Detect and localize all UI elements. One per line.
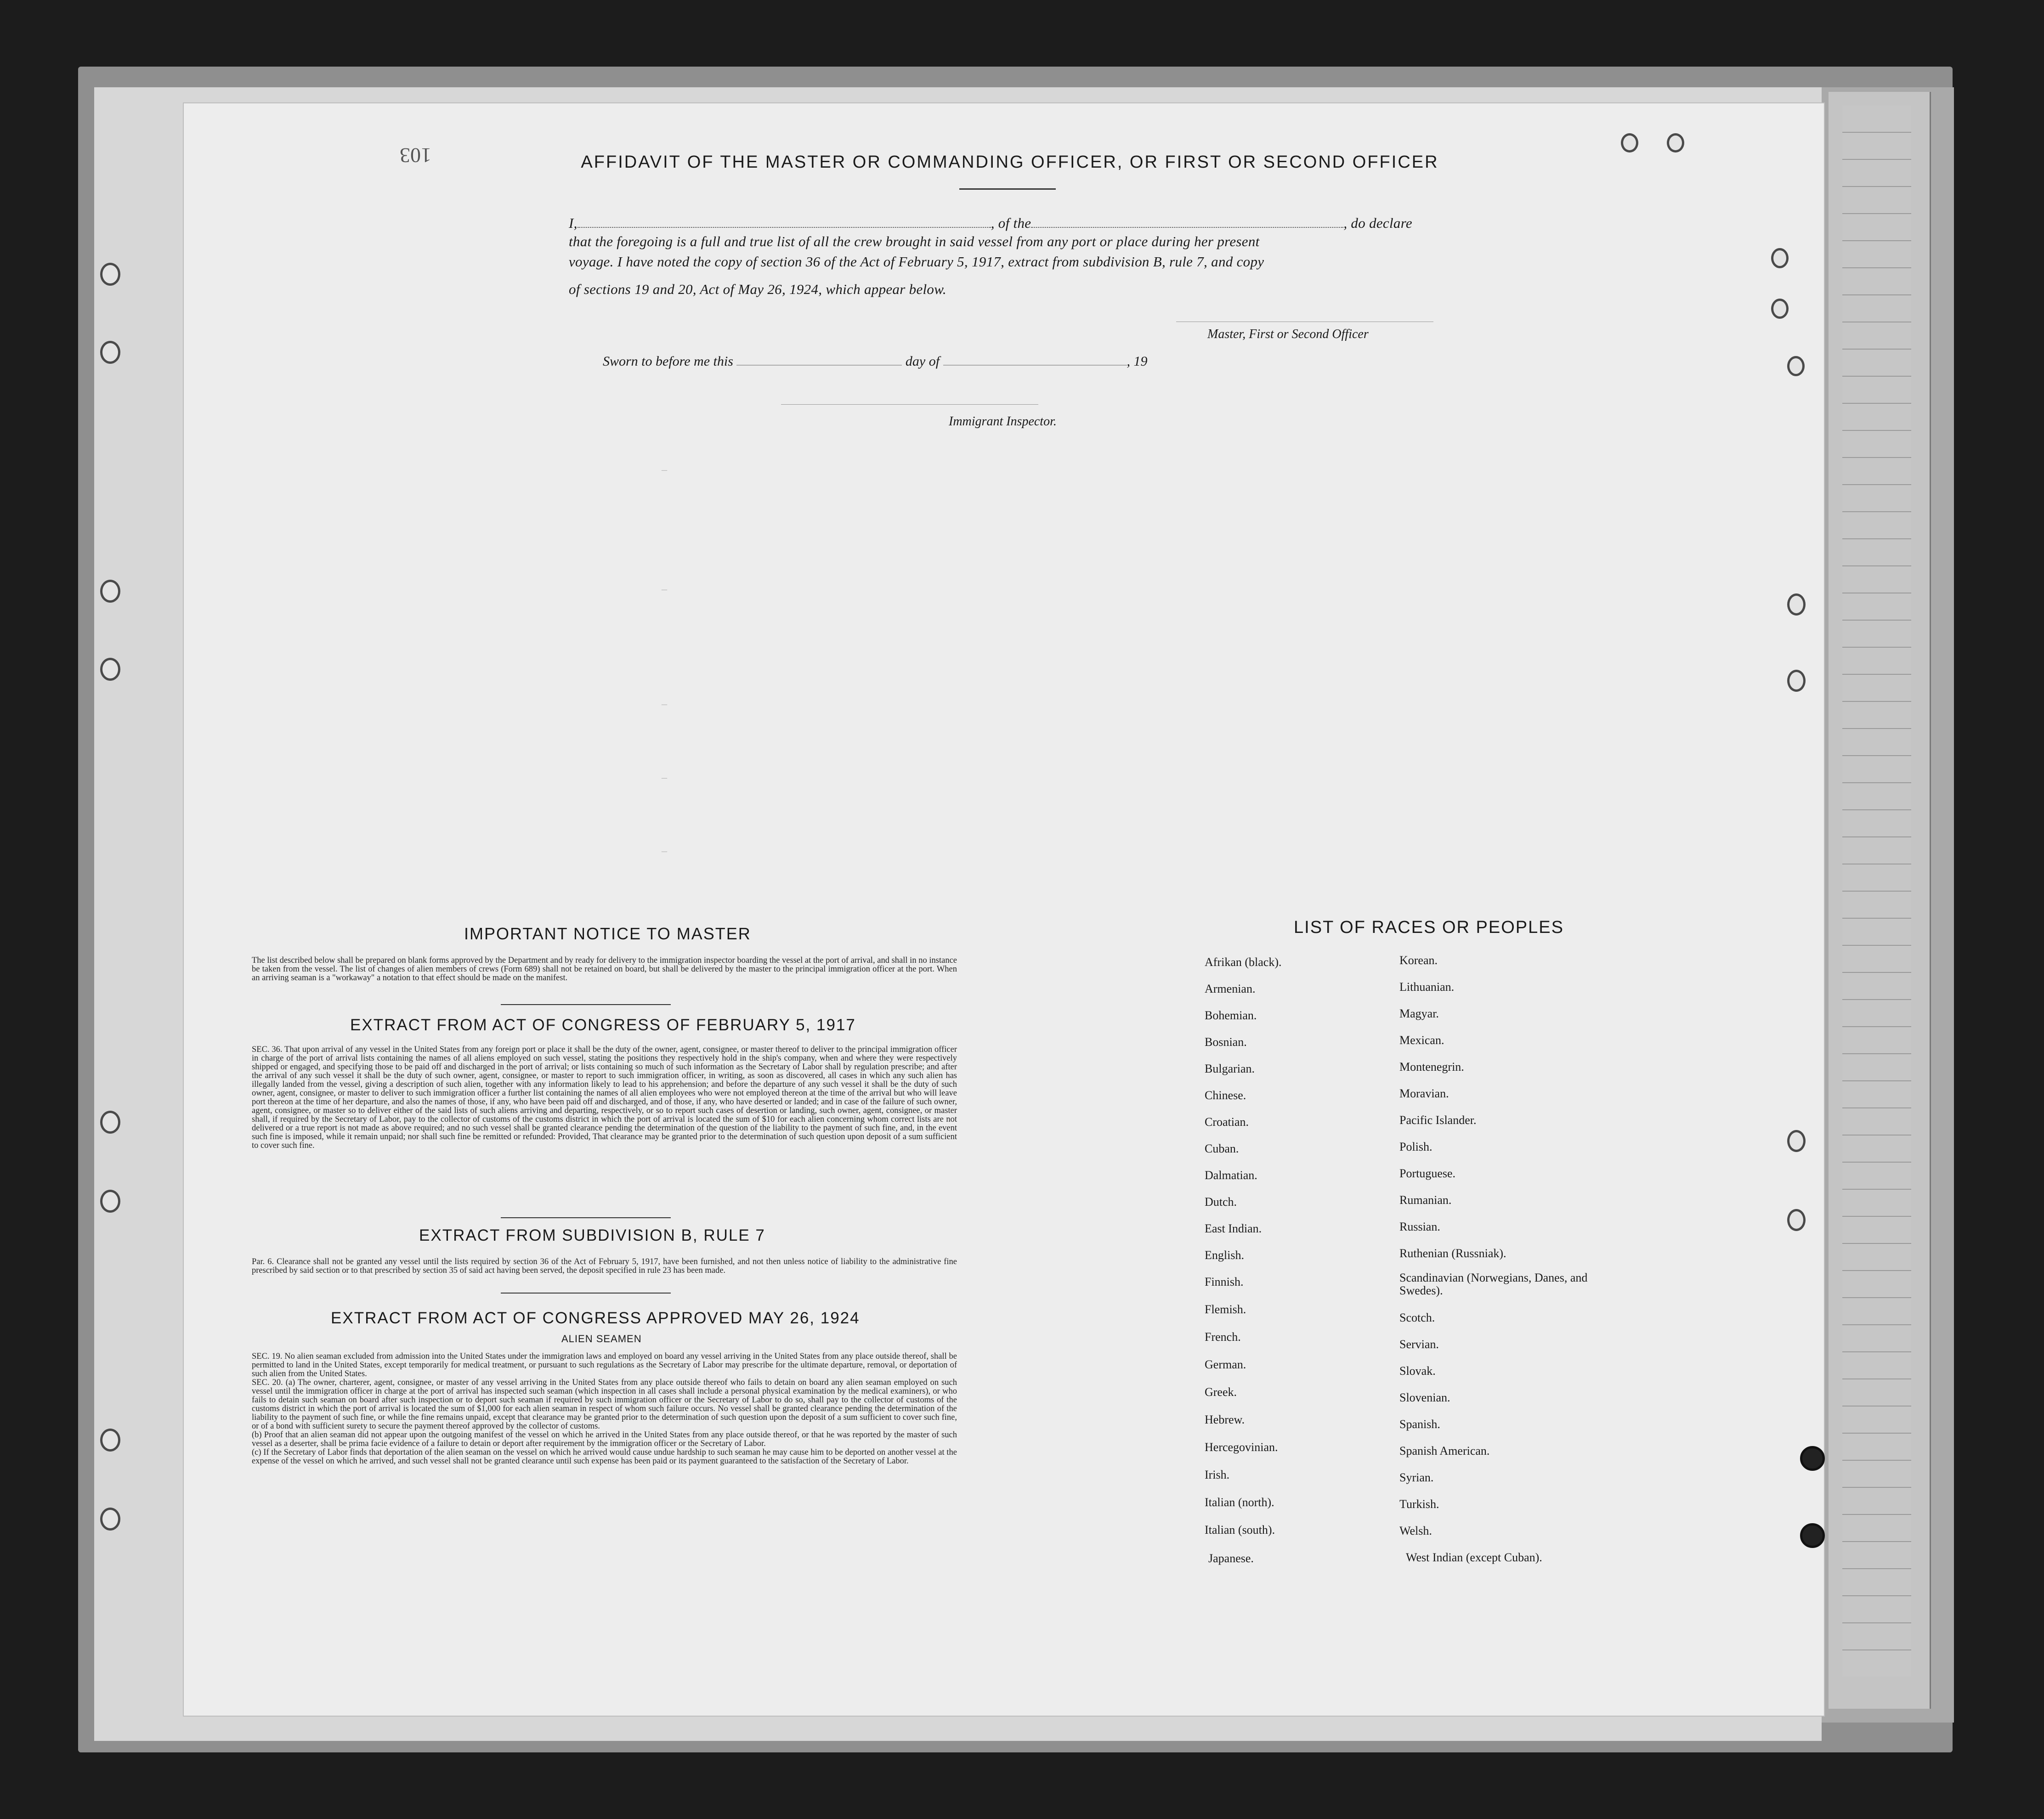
races-title: LIST OF RACES OR PEOPLES [1294, 918, 1564, 937]
race-item: West Indian (except Cuban). [1406, 1551, 1542, 1564]
vessel-blank [1031, 227, 1343, 228]
binder-hole-icon [100, 1190, 120, 1213]
binder-hole-icon [1787, 1130, 1806, 1152]
race-item: Servian. [1399, 1338, 1439, 1351]
extract-1917-title: EXTRACT FROM ACT OF CONGRESS OF FEBRUARY 5, 1917 [350, 1016, 856, 1034]
race-item: Armenian. [1205, 982, 1256, 995]
race-item: Chinese. [1205, 1089, 1246, 1102]
race-item: Bulgarian. [1205, 1062, 1255, 1075]
race-item: Cuban. [1205, 1142, 1239, 1155]
year-label: , 19 [1127, 354, 1148, 369]
race-item: Slovak. [1399, 1364, 1436, 1378]
sec19-text: SEC. 19. No alien seaman excluded from admission into the United States under the immigration laws and employed on board any vessel arriving in the United States from any place outside thereof, shall be permitted to land in the United States, except temporarily for medical treatment, or pursuant to such regulations as the Secretary of Labor may prescribe for the ultimate departure, removal, or deportation of such alien from the United States. [252, 1352, 957, 1378]
affidavit-title: AFFIDAVIT OF THE MASTER OR COMMANDING OFFICER, OR FIRST OR SECOND OFFICER [581, 153, 1439, 172]
affidavit-line-4: of sections 19 and 20, Act of May 26, 1924, which appear below. [569, 281, 946, 297]
binder-hole-icon [100, 341, 120, 364]
affidavit-of-the: , of the [991, 215, 1031, 231]
binder-hole-icon [1771, 248, 1789, 268]
race-item: Moravian. [1399, 1087, 1449, 1100]
race-item: German. [1205, 1358, 1246, 1371]
race-item: Irish. [1205, 1468, 1230, 1481]
race-item: English. [1205, 1248, 1244, 1262]
race-item: Lithuanian. [1399, 980, 1455, 994]
race-item: Welsh. [1399, 1524, 1432, 1537]
signature-label: Master, First or Second Officer [1207, 327, 1369, 341]
bleed-through-mark: – [662, 698, 667, 710]
binder-hole-icon [1787, 1209, 1806, 1231]
race-item: Montenegrin. [1399, 1060, 1464, 1073]
bleed-through-mark: – [662, 845, 667, 857]
race-item: Turkish. [1399, 1497, 1439, 1511]
punched-hole-icon [1800, 1446, 1825, 1471]
race-item: Polish. [1399, 1140, 1432, 1153]
race-item: Russian. [1399, 1220, 1440, 1233]
extract-1917-body: SEC. 36. That upon arrival of any vessel in the United States from any foreign port or place it shall be the duty of the owner, agent, consignee, or master thereof to deliver to the principal immigration officer in charge of the port of arrival lists containing the names of all aliens employed on such vessel, stating the positions they respectively hold in the ship's company, when and where they were respectively shipped or engaged, and specifying those to be paid off and discharged in the port of arrival; or lists containing so much of such information as the Secretary of Labor shall by regulation prescribe; and after the arrival of any such vessel it shall be the duty of such owner, agent, consignee, or master to report to such immigration officer, in writing, as soon as discovered, all cases in which any such alien has illegally landed from the vessel, giving a description of such alien, together with any information likely to lead to his apprehension; and before the departure of any such vessel it shall be the duty of such owner, agent, consignee, or master to deliver to such immigration officer a further list containing the names of all alien employees who were not employed thereon at the time of the arrival but who will leave port thereon at the time of her departure, and also the names of those, if any, who have been paid off and discharged, and of those, if any, who have deserted or landed; and in case of the failure of such owner, agent, consignee, or master so to deliver either of the said lists of such aliens arriving and departing, respectively, or so to report such cases of desertion or landing, such owner, agent, consignee, or master shall, if required by the Secretary of Labor, pay to the collector of customs of the customs district in which the port of arrival is located the sum of $10 for each alien concerning whom correct lists are not delivered or a true report is not made as above required; and no such vessel shall be granted clearance pending the determination of the question of the liability to the payment of such fine, and, in the event such fine is imposed, while it remain unpaid; nor shall such fine be remitted or refunded: Provided, That clearance may be granted prior to the determination of such question upon deposit of a sum sufficient to cover such fine. [252, 1045, 957, 1150]
affidavit-line-1 [569, 215, 1469, 232]
sec20c-text: (c) If the Secretary of Labor finds that deportation of the alien seaman on the vessel on which he arrived would cause undue hardship to such seaman he may cause him to be deported on another vessel at the expense of the vessel on which he arrived, and such vessel shall not be granted clearance until such expense has been paid or its payment guaranteed to the satisfaction of the Secretary of Labor. [252, 1448, 957, 1466]
binder-hole-icon [100, 1508, 120, 1531]
race-item: Japanese. [1208, 1552, 1254, 1565]
race-item: East Indian. [1205, 1222, 1262, 1235]
race-item: Afrikan (black). [1205, 955, 1282, 969]
race-item: Italian (south). [1205, 1523, 1275, 1537]
title-rule [959, 188, 1056, 190]
binder-hole-icon [100, 1429, 120, 1452]
binder-hole-icon [1621, 133, 1638, 153]
binder-hole-icon [1787, 356, 1805, 376]
race-item: Greek. [1205, 1385, 1237, 1399]
notice-body: The list described below shall be prepared on blank forms approved by the Department and by ready for delivery to the immigration inspector boarding the vessel at the port of arrival, and shall in no instance be taken from the vessel. The list of changes of alien members of crews (Form 689) shall not be retained on board, but shall be delivered by the master to the principal immigration officer at the port. When an arriving seaman is a "workaway" a notation to that effect should be made on the manifest. [252, 956, 957, 983]
rule7-title: EXTRACT FROM SUBDIVISION B, RULE 7 [419, 1226, 765, 1244]
affidavit-line-3: voyage. I have noted the copy of section 36 of the Act of February 5, 1917, extract from subdivision B, rule 7, and copy [569, 254, 1264, 270]
binder-hole-icon [1771, 299, 1789, 319]
sworn-line [603, 354, 1148, 369]
affidavit-do-declare: , do declare [1343, 215, 1412, 231]
race-item: Italian (north). [1205, 1496, 1274, 1509]
binder-hole-icon [100, 1111, 120, 1134]
affidavit-line-2: that the foregoing is a full and true list of all the crew brought in said vessel from any port or place during her present [569, 233, 1260, 249]
manifest-sheet [184, 103, 1824, 1716]
race-item: Scotch. [1399, 1311, 1435, 1324]
race-item: Pacific Islander. [1399, 1113, 1477, 1127]
affidavit-i: I, [569, 215, 578, 231]
binder-hole-icon [1787, 670, 1806, 692]
bleed-through-mark: – [662, 583, 667, 595]
race-item: Slovenian. [1399, 1391, 1450, 1404]
bleed-through-mark: – [662, 464, 667, 476]
binder-hole-icon [1787, 593, 1806, 616]
race-item: Magyar. [1399, 1007, 1439, 1020]
binder-hole-icon [1667, 133, 1684, 153]
page-number-mark: 103 [400, 144, 431, 167]
race-item: Dutch. [1205, 1195, 1237, 1209]
race-item: Croatian. [1205, 1115, 1249, 1129]
rule7-rule [501, 1293, 671, 1294]
binder-hole-icon [100, 580, 120, 603]
day-of-label: day of [905, 354, 940, 369]
race-item: Spanish American. [1399, 1444, 1490, 1457]
extract-1924-body [252, 1352, 957, 1466]
race-item: Mexican. [1399, 1034, 1444, 1047]
extract-1924-title: EXTRACT FROM ACT OF CONGRESS APPROVED MAY 26, 1924 [331, 1309, 860, 1327]
race-item: Portuguese. [1399, 1167, 1456, 1180]
race-item: Hercegovinian. [1205, 1441, 1278, 1454]
race-item: Flemish. [1205, 1303, 1246, 1316]
race-item: Spanish. [1399, 1418, 1440, 1431]
sworn-prefix: Sworn to before me this [603, 354, 733, 369]
race-item: Bosnian. [1205, 1035, 1247, 1049]
bleed-through-mark: – [662, 772, 667, 784]
day-blank [736, 365, 902, 366]
inspector-label: Immigrant Inspector. [949, 414, 1057, 429]
notice-title: IMPORTANT NOTICE TO MASTER [464, 924, 751, 943]
sec20b-text: (b) Proof that an alien seaman did not appear upon the outgoing manifest of the vessel on which he arrived in the United States from any place outside thereof, or that he was reported by the master of such vessel as a deserter, shall be prima facie evidence of a failure to detain or deport after requirement by the immigration officer or the Secretary of Labor. [252, 1430, 957, 1448]
race-item: Syrian. [1399, 1471, 1434, 1484]
binder-hole-icon [100, 658, 120, 681]
race-item: Finnish. [1205, 1275, 1244, 1288]
race-item: Dalmatian. [1205, 1169, 1257, 1182]
extract-1917-rule [501, 1217, 671, 1218]
binder-hole-icon [100, 263, 120, 286]
race-item: Hebrew. [1205, 1413, 1245, 1426]
rule7-body: Par. 6. Clearance shall not be granted any vessel until the lists required by section 36 of the Act of February 5, 1917, have been furnished, and not then unless notice of liability to the administrative fine prescribed by said section or to that prescribed by section 35 of said act having been served, the deposit specified in rule 23 has been made. [252, 1257, 957, 1275]
notice-rule [501, 1004, 671, 1005]
race-item: Scandinavian (Norwegians, Danes, and Swedes). [1399, 1271, 1588, 1297]
name-blank [578, 227, 991, 228]
extract-1924-subtitle: ALIEN SEAMEN [561, 1333, 642, 1344]
sec20a-text: SEC. 20. (a) The owner, charterer, agent, consignee, or master of any vessel arriving in the United States from any place outside thereof who fails to detain on board any alien seaman employed on such vessel until the immigration officer in charge at the port of arrival has inspected such seaman (which inspection in all cases shall include a personal physical examination by the medical examiners), or who fails to detain such seaman on board after such inspection or to deport such seaman if required by such immigration officer or the Secretary of Labor to do so, shall pay to the collector of customs of the customs district in which the port of arrival is located the sum of $1,000 for each alien seaman in respect of whom such failure occurs. No vessel shall be granted clearance pending the determination of the liability to the payment of such fine, or while the fine remains unpaid, except that clearance may be granted prior to the determination of such question upon the deposit of a sum sufficient to cover such fine, or of a bond with sufficient surety to secure the payment thereof approved by the collector of customs. [252, 1378, 957, 1431]
inspector-signature-line [781, 404, 1038, 405]
underlying-page-ruled-lines [1842, 106, 1911, 1677]
race-item: Korean. [1399, 954, 1438, 967]
month-blank [943, 365, 1127, 366]
punched-hole-icon [1800, 1523, 1825, 1548]
race-item: French. [1205, 1330, 1241, 1344]
race-item: Bohemian. [1205, 1009, 1257, 1022]
race-item: Ruthenian (Russniak). [1399, 1247, 1506, 1260]
race-item: Rumanian. [1399, 1193, 1452, 1207]
